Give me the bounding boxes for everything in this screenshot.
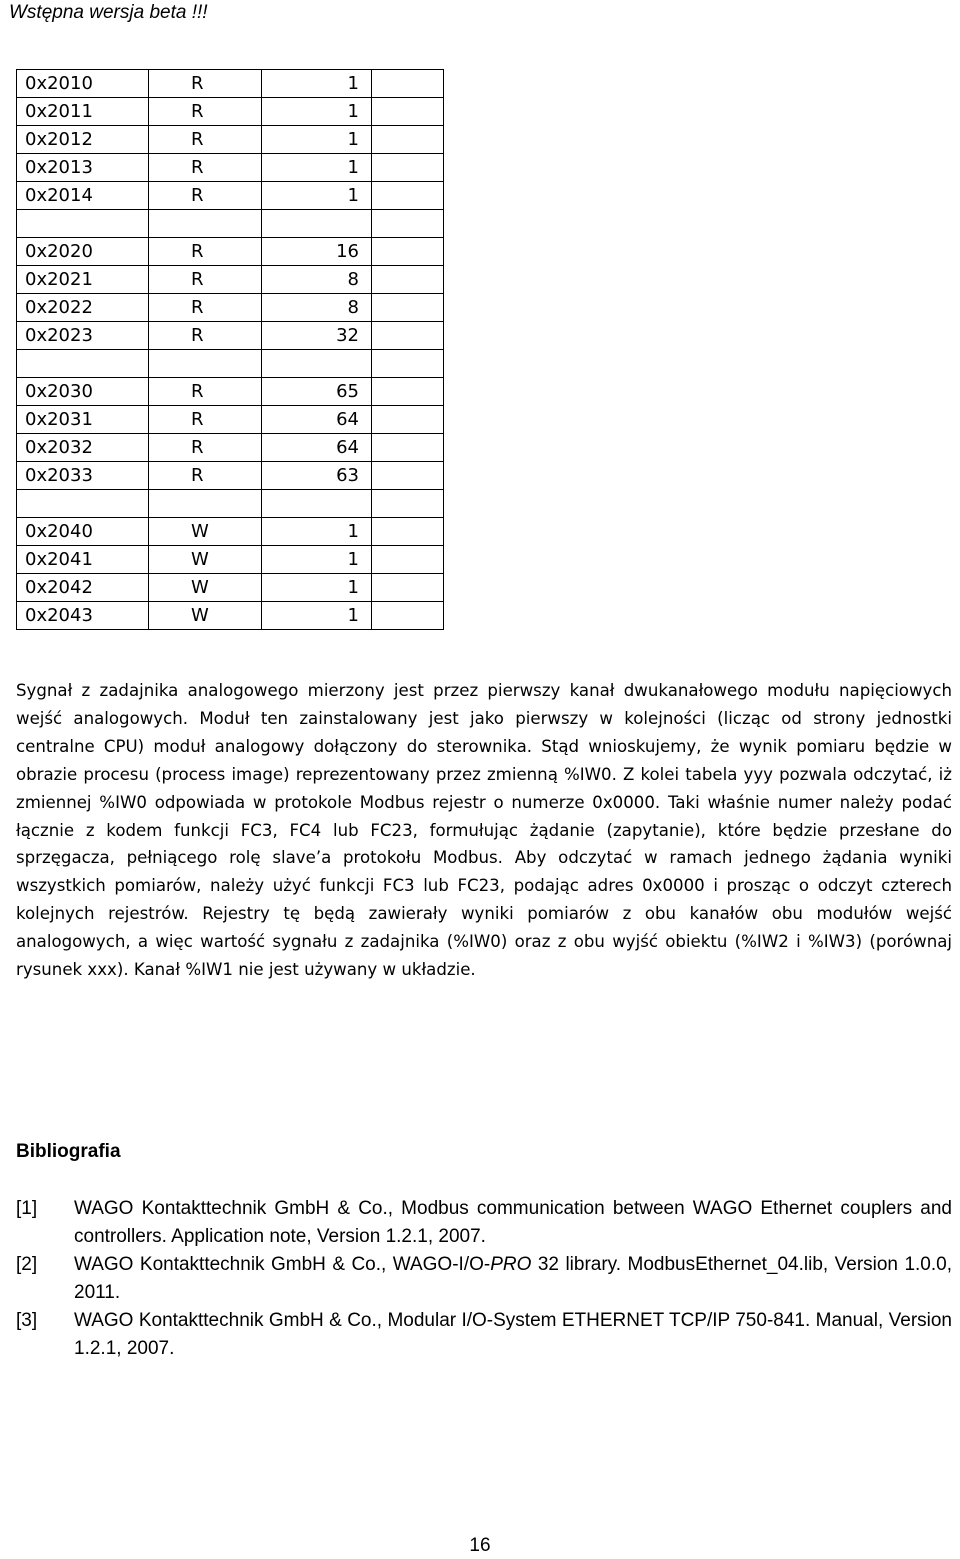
register-mode: W [149,602,262,630]
register-value: 1 [262,518,372,546]
empty-cell [372,546,444,574]
table-row [17,574,444,602]
table-row [17,490,444,518]
table-row [17,154,444,182]
register-address [17,210,149,238]
table-row [17,182,444,210]
empty-cell [372,462,444,490]
empty-cell [372,350,444,378]
table-row [17,350,444,378]
table-row [17,546,444,574]
bibliography-item [16,1195,952,1251]
body-paragraph: Sygnał z zadajnika analogowego mierzony jest przez pierwszy kanał dwukanałowego modułu napięciowych wejść analogowych. Moduł ten zainstalowany jest jako pierwszy w kolejności (licząc od strony jednostki centralne CPU) moduł analogowy dołączony do sterownika. Stąd wnioskujemy, że wynik pomiaru będzie w obrazie procesu (process image) reprezentowany przez zmienną %IW0. Z kolei tabela yyy pozwala odczytać, iż zmiennej %IW0 odpowiada w protokole Modbus rejestr o numerze 0x0000. Taki właśnie numer należy podać łącznie z kodem funkcji FC3, FC4 lub FC23, formułując żądanie (zapytanie), które będzie przesłane do sprzęgacza, pełniącego rolę slave’a protokołu Modbus. Aby odczytać w ramach jednego żądania wyniki wszystkich pomiarów, należy użyć funkcji FC3 lub FC23, podając adres 0x0000 i prosząc o odczyt czterech kolejnych rejestrów. Rejestry tę będą zawierały wyniki pomiarów z obu kanałów obu modułów wejść analogowych, a więc wartość sygnału z zadajnika (%IW0) oraz z obu wyjść obiektu (%IW2 i %IW3) (porównaj rysunek xxx). Kanał %IW1 nie jest używany w układzie. [16,681,952,980]
register-mode: R [149,294,262,322]
register-address: 0x2023 [17,322,149,350]
table-row [17,322,444,350]
register-address: 0x2010 [17,70,149,98]
register-value: 8 [262,266,372,294]
register-address: 0x2013 [17,154,149,182]
register-address: 0x2012 [17,126,149,154]
register-address: 0x2032 [17,434,149,462]
register-address: 0x2020 [17,238,149,266]
register-mode: R [149,98,262,126]
empty-cell [372,182,444,210]
bibliography-item [16,1307,952,1363]
empty-cell [372,518,444,546]
table-row [17,294,444,322]
register-mode: R [149,70,262,98]
empty-cell [372,154,444,182]
register-value [262,350,372,378]
bibliography-item-text: WAGO Kontakttechnik GmbH & Co., WAGO-I/O-PRO 32 library. ModbusEthernet_04.lib, Version 1.0.0, 2011. [74,1254,952,1303]
register-table [16,69,444,630]
register-value: 63 [262,462,372,490]
empty-cell [372,266,444,294]
register-address: 0x2040 [17,518,149,546]
register-value [262,210,372,238]
table-row [17,70,444,98]
empty-cell [372,210,444,238]
register-mode: R [149,434,262,462]
table-row [17,210,444,238]
table-row [17,126,444,154]
empty-cell [372,574,444,602]
register-value: 8 [262,294,372,322]
register-mode [149,350,262,378]
register-value: 1 [262,182,372,210]
register-mode: R [149,266,262,294]
register-mode: R [149,322,262,350]
table-row [17,238,444,266]
register-value [262,490,372,518]
register-value: 1 [262,546,372,574]
bibliography-item-text: WAGO Kontakttechnik GmbH & Co., Modbus communication between WAGO Ethernet couplers and controllers. Application note, Version 1.2.1, 2007. [74,1198,952,1247]
register-address: 0x2033 [17,462,149,490]
register-mode: W [149,574,262,602]
register-value: 1 [262,602,372,630]
register-mode: R [149,462,262,490]
table-row [17,98,444,126]
register-value: 1 [262,574,372,602]
register-mode [149,210,262,238]
register-address: 0x2022 [17,294,149,322]
empty-cell [372,238,444,266]
table-row [17,266,444,294]
register-value: 16 [262,238,372,266]
register-value: 1 [262,70,372,98]
empty-cell [372,378,444,406]
register-mode: R [149,126,262,154]
bibliography-item-number: [3] [16,1310,38,1331]
register-mode: R [149,154,262,182]
empty-cell [372,294,444,322]
register-address: 0x2042 [17,574,149,602]
empty-cell [372,602,444,630]
empty-cell [372,126,444,154]
bibliography-title: Bibliografia [16,1141,121,1162]
bibliography-item-number: [2] [16,1254,38,1275]
register-mode: W [149,518,262,546]
bibliography-item [16,1251,952,1307]
bibliography-item-text: WAGO Kontakttechnik GmbH & Co., Modular I/O-System ETHERNET TCP/IP 750-841. Manual, Version 1.2.1, 2007. [74,1310,952,1359]
register-address: 0x2030 [17,378,149,406]
register-value: 1 [262,98,372,126]
register-address: 0x2041 [17,546,149,574]
empty-cell [372,322,444,350]
draft-header: Wstępna wersja beta !!! [9,2,208,23]
register-value: 1 [262,126,372,154]
empty-cell [372,406,444,434]
register-address [17,350,149,378]
register-mode [149,490,262,518]
register-value: 32 [262,322,372,350]
table-row [17,434,444,462]
empty-cell [372,98,444,126]
register-value: 1 [262,154,372,182]
register-mode: R [149,378,262,406]
register-address: 0x2043 [17,602,149,630]
bibliography-item-number: [1] [16,1198,38,1219]
page-number: 16 [469,1535,491,1556]
register-address [17,490,149,518]
register-address: 0x2011 [17,98,149,126]
empty-cell [372,434,444,462]
empty-cell [372,490,444,518]
register-address: 0x2021 [17,266,149,294]
table-row [17,462,444,490]
register-value: 64 [262,434,372,462]
italic-text: PRO [490,1254,532,1275]
register-address: 0x2031 [17,406,149,434]
register-value: 64 [262,406,372,434]
table-row [17,518,444,546]
register-address: 0x2014 [17,182,149,210]
register-mode: R [149,182,262,210]
empty-cell [372,70,444,98]
register-mode: R [149,406,262,434]
register-mode: R [149,238,262,266]
table-row [17,406,444,434]
register-mode: W [149,546,262,574]
bibliography-list [16,1195,952,1363]
register-value: 65 [262,378,372,406]
table-row [17,602,444,630]
table-row [17,378,444,406]
